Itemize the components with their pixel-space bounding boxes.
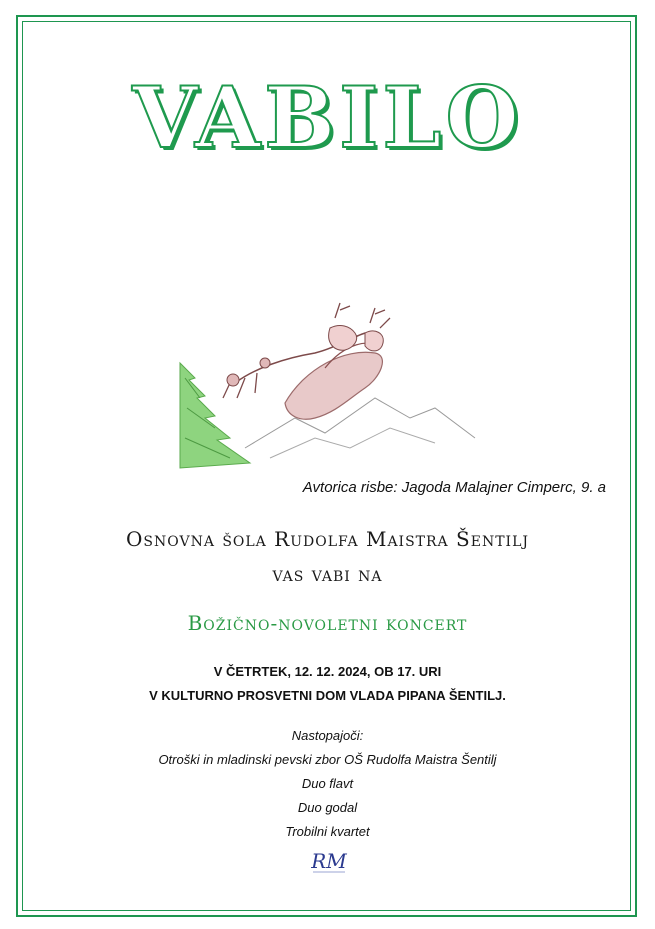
reindeer-sleigh-illustration bbox=[175, 298, 485, 478]
performers-heading: Nastopajoči: bbox=[291, 728, 364, 743]
invitation-title: VABILO bbox=[132, 68, 523, 167]
performer-item: Trobilni kvartet bbox=[285, 824, 370, 839]
performer-item: Duo godal bbox=[297, 800, 358, 815]
performer-item: Otroški in mladinski pevski zbor OŠ Rudolfa Maistra Šentilj bbox=[158, 752, 497, 767]
invites-line: vas vabi na bbox=[272, 562, 383, 586]
logo-text: RM bbox=[311, 849, 347, 873]
event-venue: V KULTURNO PROSVETNI DOM VLADA PIPANA ŠENTILJ. bbox=[149, 688, 506, 703]
performer-item: Duo flavt bbox=[301, 776, 354, 791]
school-name: Osnovna šola Rudolfa Maistra Šentilj bbox=[126, 527, 529, 551]
illustration-credit: Avtorica risbe: Jagoda Malajner Cimperc, 9. a bbox=[302, 479, 606, 496]
school-logo-icon bbox=[309, 846, 349, 876]
event-date: V ČETRTEK, 12. 12. 2024, OB 17. URI bbox=[213, 664, 442, 679]
concert-title: Božično-novoletni koncert bbox=[187, 611, 468, 635]
